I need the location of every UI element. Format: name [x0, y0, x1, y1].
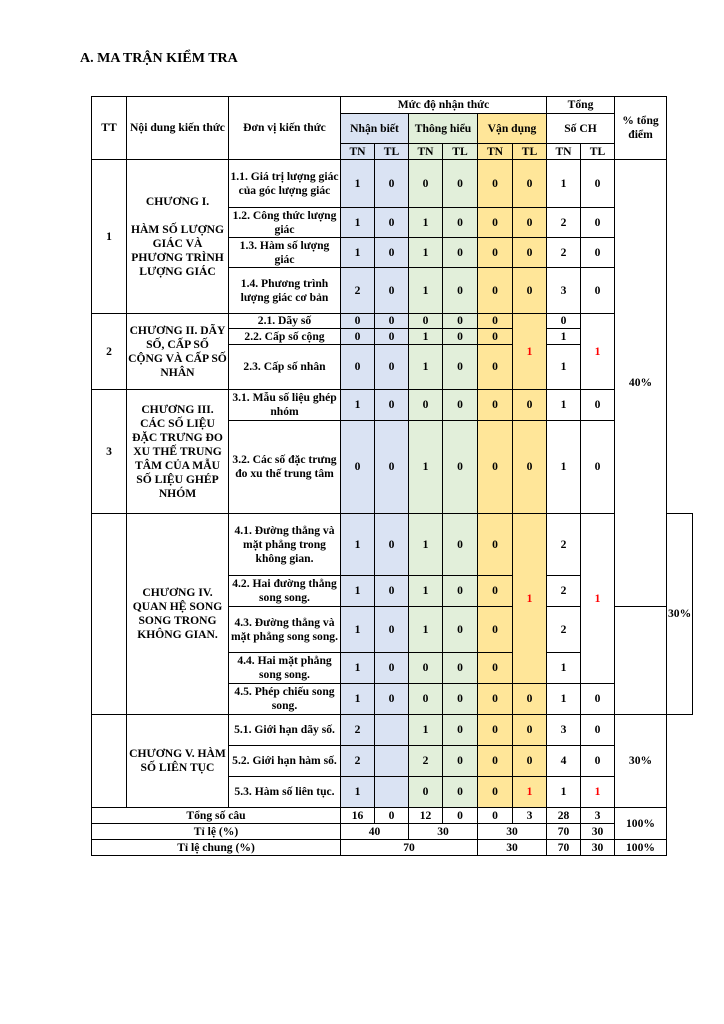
cell-value: 0: [375, 345, 409, 390]
cell-value: 1: [341, 777, 375, 808]
unit-name: 4.5. Phép chiếu song song.: [229, 684, 341, 715]
col-header-tn: TN: [409, 144, 443, 160]
overall-ratio-row: [92, 840, 693, 856]
cell-value: 40: [341, 824, 409, 840]
col-header-don-vi: Đơn vị kiến thức: [229, 97, 341, 160]
cell-value: 0: [443, 746, 478, 777]
table-row: [92, 160, 693, 208]
cell-value: 0: [478, 808, 513, 824]
cell-value: 0: [341, 314, 375, 329]
cell-value: 30: [581, 840, 615, 856]
cell-value: 0: [513, 238, 547, 268]
cell-value: 0: [581, 390, 615, 421]
cell-value: 0: [375, 329, 409, 345]
cell-value: 0: [409, 390, 443, 421]
cell-value: 0: [443, 160, 478, 208]
col-header-van-dung: Vận dụng: [478, 114, 547, 144]
cell-value: 0: [513, 746, 547, 777]
cell-value: 2: [547, 607, 581, 653]
cell-value: 1: [341, 653, 375, 684]
col-header-tn: TN: [478, 144, 513, 160]
cell-value: 0: [478, 390, 513, 421]
col-header-percent: % tổng điểm: [615, 97, 667, 160]
cell-value: 0: [581, 746, 615, 777]
cell-value: 0: [443, 208, 478, 238]
cell-value: 0: [581, 238, 615, 268]
cell-value: 1: [341, 390, 375, 421]
cell-value: 0: [341, 329, 375, 345]
overall-ratio-label: Tỉ lệ chung (%): [92, 840, 341, 856]
cell-value: 0: [443, 238, 478, 268]
cell-value: 1: [547, 777, 581, 808]
cell-value: 1: [513, 777, 547, 808]
cell-value: 1: [409, 607, 443, 653]
cell-value: 0: [409, 684, 443, 715]
cell-value: 70: [341, 840, 478, 856]
cell-value: 1: [341, 160, 375, 208]
percent-cell: 40%: [615, 160, 667, 607]
cell-value: 0: [581, 684, 615, 715]
merged-total-tl: 1: [581, 314, 615, 390]
cell-value: 0: [478, 208, 513, 238]
cell-value: 2: [547, 238, 581, 268]
cell-value: 0: [513, 390, 547, 421]
cell-value: 28: [547, 808, 581, 824]
col-header-tl: TL: [375, 144, 409, 160]
cell-value: 1: [547, 684, 581, 715]
cell-value: 2: [341, 268, 375, 314]
cell-value: 0: [341, 421, 375, 514]
cell-value: 0: [375, 576, 409, 607]
cell-value: 30: [478, 840, 547, 856]
cell-value: 0: [443, 576, 478, 607]
ratio-label: Tỉ lệ (%): [92, 824, 341, 840]
cell-value: 0: [513, 268, 547, 314]
unit-name: 4.1. Đường thẳng và mặt phẳng trong không gian.: [229, 514, 341, 576]
cell-value: 0: [443, 684, 478, 715]
col-header-tt: TT: [92, 97, 127, 160]
cell-value: 0: [581, 421, 615, 514]
cell-value: 2: [341, 715, 375, 746]
cell-value: 0: [513, 208, 547, 238]
cell-value: 0: [478, 715, 513, 746]
cell-value: 1: [547, 329, 581, 345]
chapter-name: CHƯƠNG IV. QUAN HỆ SONG SONG TRONG KHÔNG GIAN.: [127, 514, 229, 715]
cell-value: 0: [581, 160, 615, 208]
unit-name: 4.4. Hai mặt phẳng song song.: [229, 653, 341, 684]
percent-total: 100%: [615, 808, 667, 840]
cell-value: 0: [443, 653, 478, 684]
chapter-name: CHƯƠNG V. HÀM SỐ LIÊN TỤC: [127, 715, 229, 808]
cell-value: 0: [375, 160, 409, 208]
cell-value: 0: [478, 684, 513, 715]
unit-name: 5.3. Hàm số liên tục.: [229, 777, 341, 808]
chapter-tt: 3: [92, 390, 127, 514]
cell-value: 0: [375, 208, 409, 238]
table-row: [92, 715, 693, 746]
unit-name: 1.4. Phương trình lượng giác cơ bản: [229, 268, 341, 314]
cell-value: 3: [513, 808, 547, 824]
col-header-tong: Tổng: [547, 97, 615, 114]
cell-value: 0: [375, 314, 409, 329]
cell-value: 1: [547, 390, 581, 421]
cell-value: 0: [443, 777, 478, 808]
page-heading: A. MA TRẬN KIỂM TRA: [80, 51, 238, 66]
cell-value: 0: [375, 514, 409, 576]
cell-value: 0: [478, 607, 513, 653]
col-header-noi-dung: Nội dung kiến thức: [127, 97, 229, 160]
unit-name: 2.3. Cấp số nhân: [229, 345, 341, 390]
cell-value: 2: [547, 208, 581, 238]
unit-name: 2.1. Dãy số: [229, 314, 341, 329]
cell-value: [375, 715, 409, 746]
cell-value: 2: [409, 746, 443, 777]
percent-cell: 30%: [615, 715, 667, 808]
cell-value: 1: [341, 514, 375, 576]
cell-value: 2: [547, 576, 581, 607]
cell-value: 0: [375, 684, 409, 715]
cell-value: 0: [409, 777, 443, 808]
cell-value: 1: [341, 238, 375, 268]
col-header-thong-hieu: Thông hiểu: [409, 114, 478, 144]
cell-value: 0: [581, 208, 615, 238]
cell-value: 0: [409, 160, 443, 208]
unit-name: 3.1. Mẫu số liệu ghép nhóm: [229, 390, 341, 421]
cell-value: 0: [375, 653, 409, 684]
cell-value: 0: [375, 268, 409, 314]
unit-name: 1.3. Hàm số lượng giác: [229, 238, 341, 268]
cell-value: 100%: [615, 840, 667, 856]
cell-value: 1: [547, 345, 581, 390]
cell-value: 0: [375, 238, 409, 268]
cell-value: 0: [478, 421, 513, 514]
cell-value: [375, 746, 409, 777]
cell-value: 1: [409, 421, 443, 514]
cell-value: 3: [547, 268, 581, 314]
cell-value: 0: [478, 329, 513, 345]
cell-value: 2: [341, 746, 375, 777]
cell-value: 0: [581, 715, 615, 746]
col-header-nhan-biet: Nhận biết: [341, 114, 409, 144]
cell-value: 1: [547, 653, 581, 684]
col-header-tl: TL: [443, 144, 478, 160]
table-row: [92, 314, 693, 329]
cell-value: 1: [409, 208, 443, 238]
cell-value: 1: [547, 421, 581, 514]
cell-value: 0: [478, 653, 513, 684]
cell-value: 1: [409, 268, 443, 314]
cell-value: 0: [478, 238, 513, 268]
cell-value: 1: [409, 345, 443, 390]
cell-value: 12: [409, 808, 443, 824]
cell-value: 0: [478, 268, 513, 314]
col-header-so-ch: Số CH: [547, 114, 615, 144]
cell-value: 0: [547, 314, 581, 329]
cell-value: 0: [443, 808, 478, 824]
chapter-tt: 2: [92, 314, 127, 390]
cell-value: 0: [478, 746, 513, 777]
chapter-tt: [92, 715, 127, 808]
unit-name: 1.1. Giá trị lượng giác của góc lượng giác: [229, 160, 341, 208]
merged-vd-tl: 1: [513, 514, 547, 684]
unit-name: 4.2. Hai đường thẳng song song.: [229, 576, 341, 607]
cell-value: 1: [581, 777, 615, 808]
merged-total-tl: 1: [581, 514, 615, 684]
cell-value: 0: [513, 684, 547, 715]
cell-value: 0: [443, 268, 478, 314]
cell-value: 0: [443, 421, 478, 514]
cell-value: 30: [478, 824, 547, 840]
cell-value: 1: [341, 607, 375, 653]
cell-value: 30: [581, 824, 615, 840]
cell-value: 1: [341, 208, 375, 238]
cell-value: 0: [513, 421, 547, 514]
cell-value: 0: [443, 329, 478, 345]
chapter-name: CHƯƠNG II. DÃY SỐ, CẤP SỐ CỘNG VÀ CẤP SỐ NHÂN: [127, 314, 229, 390]
cell-value: 0: [443, 345, 478, 390]
chapter-tt: [92, 514, 127, 715]
col-header-tn: TN: [547, 144, 581, 160]
cell-value: 1: [341, 576, 375, 607]
exam-matrix-table: [91, 96, 693, 856]
totals-label: Tổng số câu: [92, 808, 341, 824]
cell-value: 0: [375, 808, 409, 824]
unit-name: 5.2. Giới hạn hàm số.: [229, 746, 341, 777]
cell-value: 3: [581, 808, 615, 824]
unit-name: 5.1. Giới hạn dãy số.: [229, 715, 341, 746]
cell-value: 0: [375, 390, 409, 421]
col-header-tl: TL: [513, 144, 547, 160]
cell-value: 1: [409, 329, 443, 345]
cell-value: 0: [478, 576, 513, 607]
cell-value: 0: [478, 345, 513, 390]
cell-value: 0: [443, 715, 478, 746]
cell-value: 0: [409, 653, 443, 684]
cell-value: 4: [547, 746, 581, 777]
chapter-name: CHƯƠNG I. HÀM SỐ LƯỢNG GIÁC VÀ PHƯƠNG TRÌNH LƯỢNG GIÁC: [127, 160, 229, 314]
cell-value: 30: [409, 824, 478, 840]
table-row: [92, 390, 693, 421]
cell-value: 0: [341, 345, 375, 390]
cell-value: 1: [547, 160, 581, 208]
cell-value: 1: [409, 715, 443, 746]
cell-value: 0: [513, 715, 547, 746]
cell-value: 0: [478, 514, 513, 576]
unit-name: 1.2. Công thức lượng giác: [229, 208, 341, 238]
cell-value: 0: [478, 160, 513, 208]
chapter-tt: 1: [92, 160, 127, 314]
cell-value: 0: [443, 607, 478, 653]
unit-name: 4.3. Đường thẳng và mặt phẳng song song.: [229, 607, 341, 653]
chapter-name: CHƯƠNG III. CÁC SỐ LIỆU ĐẶC TRƯNG ĐO XU THẾ TRUNG TÂM CỦA MẪU SỐ LIỆU GHÉP NHÓM: [127, 390, 229, 514]
cell-value: 0: [443, 514, 478, 576]
cell-value: 0: [478, 314, 513, 329]
ratio-row: [92, 824, 693, 840]
cell-value: [375, 777, 409, 808]
cell-value: 0: [443, 390, 478, 421]
cell-value: 0: [375, 421, 409, 514]
cell-value: 0: [513, 160, 547, 208]
col-header-tl: TL: [581, 144, 615, 160]
cell-value: 0: [478, 777, 513, 808]
cell-value: 16: [341, 808, 375, 824]
cell-value: 1: [341, 684, 375, 715]
cell-value: 0: [375, 607, 409, 653]
cell-value: 0: [443, 314, 478, 329]
cell-value: 0: [409, 314, 443, 329]
cell-value: 1: [409, 238, 443, 268]
col-header-tn: TN: [341, 144, 375, 160]
unit-name: 2.2. Cấp số cộng: [229, 329, 341, 345]
col-header-muc-do: Mức độ nhận thức: [341, 97, 547, 114]
unit-name: 3.2. Các số đặc trưng đo xu thế trung tâm: [229, 421, 341, 514]
percent-cell: 30%: [667, 514, 693, 715]
cell-value: 1: [409, 514, 443, 576]
cell-value: 3: [547, 715, 581, 746]
cell-value: 1: [409, 576, 443, 607]
merged-vd-tl: 1: [513, 314, 547, 390]
table-row: [92, 514, 693, 576]
cell-value: 0: [581, 268, 615, 314]
cell-value: 70: [547, 840, 581, 856]
totals-row: [92, 808, 693, 824]
cell-value: 70: [547, 824, 581, 840]
cell-value: 2: [547, 514, 581, 576]
